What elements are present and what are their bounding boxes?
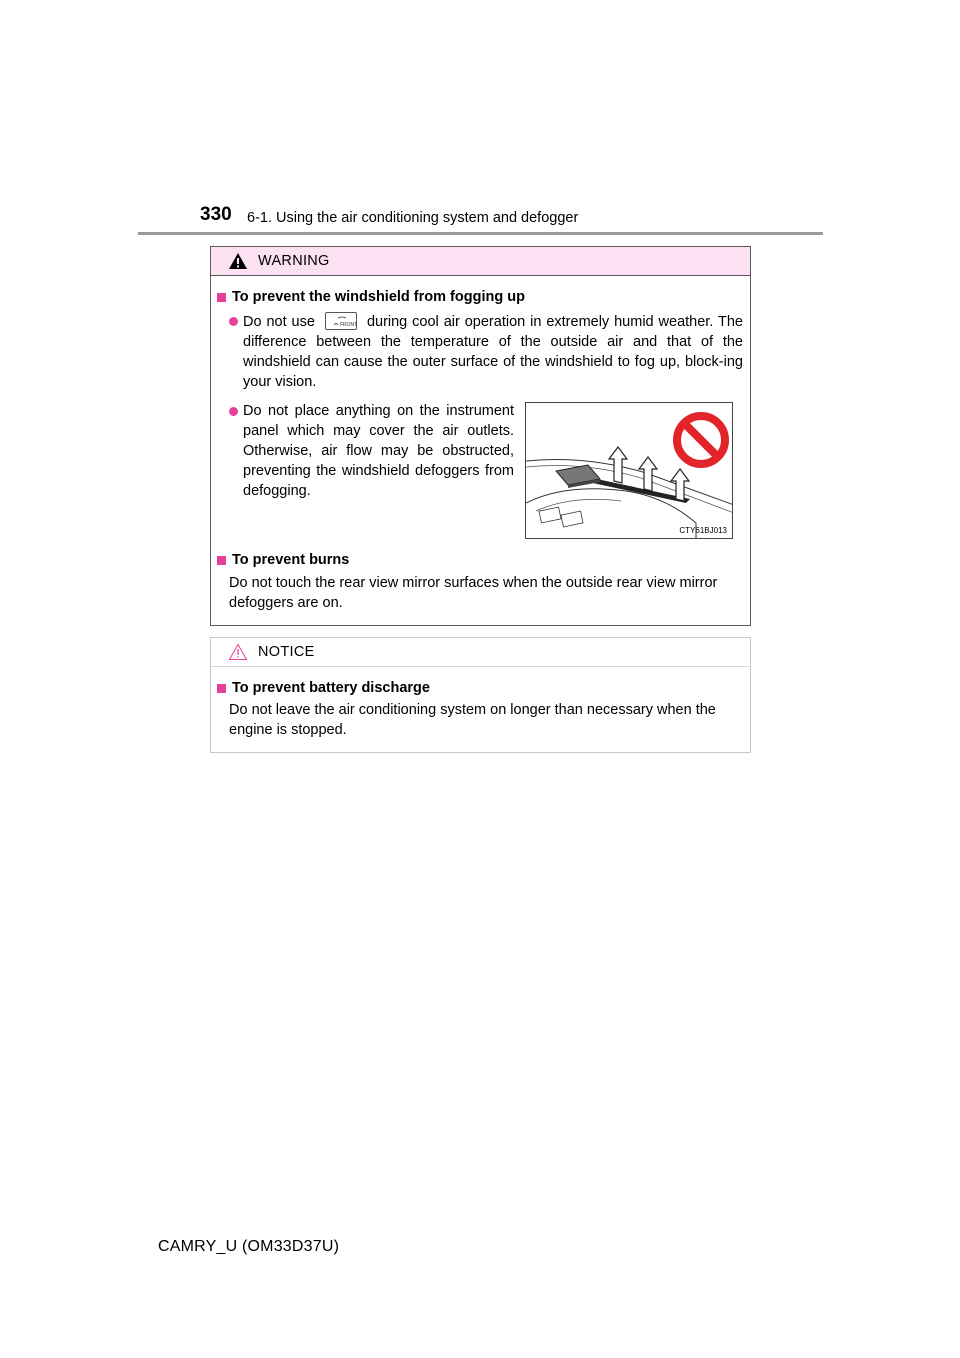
- notice-header: [211, 638, 750, 667]
- warning-burns-text: Do not touch the rear view mirror surfaces when the outside rear view mirror defoggers are on.: [229, 575, 718, 611]
- warning-heading-burns: To prevent burns: [217, 552, 349, 568]
- notice-heading-battery: To prevent battery discharge: [217, 680, 430, 696]
- instrument-panel-illustration: [525, 402, 733, 539]
- notice-label: NOTICE: [258, 644, 315, 660]
- warning-bullet-1: Do not use FRONT during cool air operation in extremely humid weather. The difference between the temperature of the outside air and that of the windshield can cause the outer surface of the windshield to fog up, block-ing your vision.: [243, 314, 743, 390]
- round-bullet-icon: [229, 407, 238, 416]
- header-divider: [138, 232, 823, 235]
- section-title: 6-1. Using the air conditioning system and defogger: [247, 210, 579, 226]
- svg-text:FRONT: FRONT: [339, 322, 358, 328]
- warning-bullet-2: Do not place anything on the instrument panel which may cover the air outlets. Otherwise, air flow may be obstructed, preventing the windshield defoggers from defogging.: [243, 403, 514, 499]
- warning-heading-fogging: To prevent the windshield from fogging up: [217, 289, 525, 305]
- page-number: 330: [200, 204, 232, 225]
- notice-battery-text: Do not leave the air conditioning system on longer than necessary when the engine is stopped.: [229, 702, 716, 738]
- notice-box: [210, 637, 751, 753]
- square-bullet-icon: [217, 556, 226, 565]
- warning-triangle-icon: [228, 252, 248, 270]
- warning-header: [211, 247, 750, 276]
- caution-triangle-icon: [228, 643, 248, 661]
- warning-label: WARNING: [258, 253, 330, 269]
- square-bullet-icon: [217, 293, 226, 302]
- dashboard-airflow-image: [526, 403, 733, 539]
- square-bullet-icon: [217, 684, 226, 693]
- warning-box: [210, 246, 751, 626]
- figure-code: CTY61BJ013: [679, 526, 727, 535]
- front-defroster-button-icon: [325, 312, 357, 330]
- footer-model-code: CAMRY_U (OM33D37U): [158, 1238, 340, 1255]
- round-bullet-icon: [229, 317, 238, 326]
